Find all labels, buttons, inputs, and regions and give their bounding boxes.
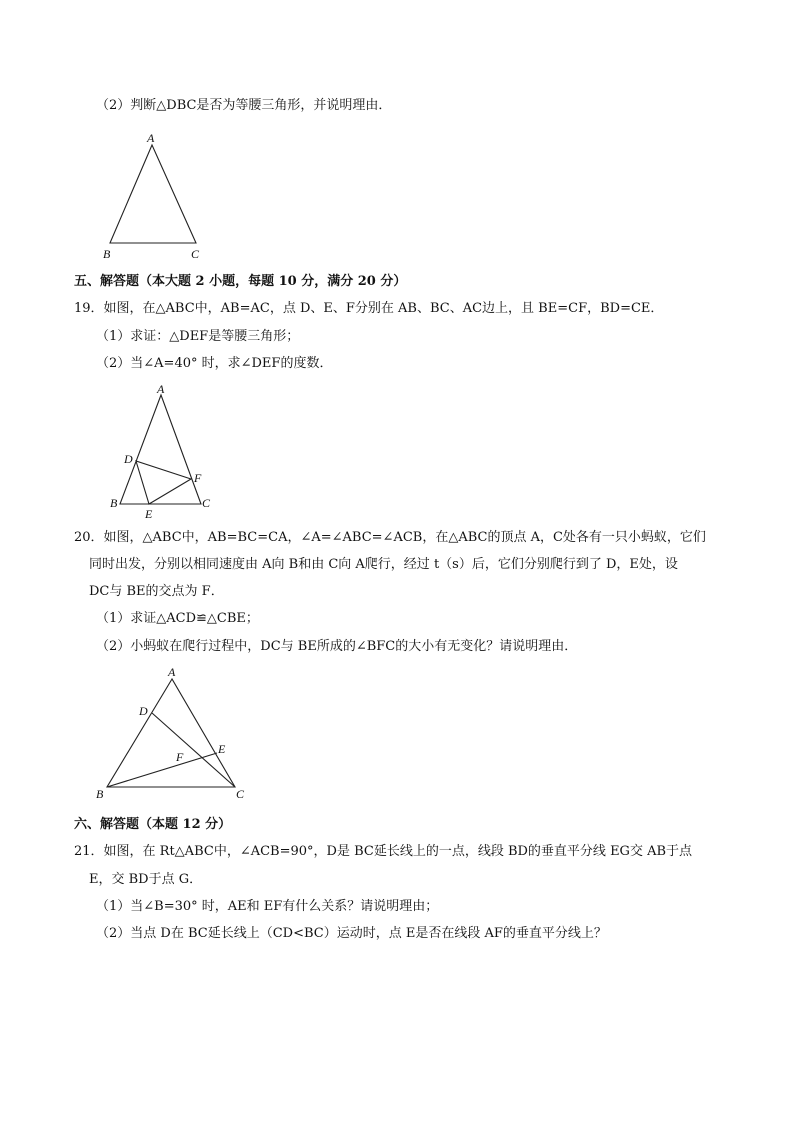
q18-part2: （2）判断△DBC是否为等腰三角形，并说明理由． xyxy=(96,98,392,113)
segment-be xyxy=(107,753,217,787)
label-f: F xyxy=(194,471,202,485)
q20-part1: （1）求证△ACD≌△CBE； xyxy=(96,611,259,626)
q21-part2: （2）当点 D在 BC延长线上（CD<BC）运动时，点 E是否在线段 AF的垂直平分线上？ xyxy=(96,926,607,941)
label-e: E xyxy=(145,507,153,521)
figure-20-triangle xyxy=(90,665,250,805)
label-b: B xyxy=(96,787,104,801)
q21-part1: （1）当∠B=30° 时，AE和 EF有什么关系？请说明理由； xyxy=(96,899,439,914)
label-d: D xyxy=(124,452,133,466)
figure-19-triangle xyxy=(105,382,220,521)
q19-stem: 19．如图，在△ABC中，AB=AC，点 D、E、F分别在 AB、BC、AC边上，且 BE=CF，BD=CE． xyxy=(74,301,664,316)
label-b: B xyxy=(103,247,111,261)
triangle-abc xyxy=(120,395,201,504)
q20-line2: 同时出发，分别以相同速度由 A向 B和由 C向 A爬行，经过 t（s）后，它们分别爬行到了 D，E处，设 xyxy=(89,557,678,572)
label-a: A xyxy=(168,665,176,679)
section-5-heading: 五、解答题（本大题 2 小题，每题 10 分，满分 20 分） xyxy=(74,274,407,289)
triangle-abc xyxy=(107,679,235,787)
q20-line3: DC与 BE的交点为 F． xyxy=(89,584,224,599)
label-a: A xyxy=(157,382,165,396)
figure-18-triangle xyxy=(95,130,215,265)
label-d: D xyxy=(139,704,148,718)
q21-line2: E，交 BD于点 G． xyxy=(89,872,203,887)
label-c: C xyxy=(191,247,200,261)
label-e: E xyxy=(218,742,226,756)
label-c: C xyxy=(236,787,245,801)
q19-part2: （2）当∠A=40° 时，求∠DEF的度数． xyxy=(96,356,333,371)
label-f: F xyxy=(176,750,184,764)
label-a: A xyxy=(147,131,155,145)
triangle-def xyxy=(136,461,191,504)
section-6-heading: 六、解答题（本题 12 分） xyxy=(74,817,232,832)
q19-part1: （1）求证：△DEF是等腰三角形； xyxy=(96,329,300,344)
label-b: B xyxy=(110,496,118,510)
q20-line1: 20．如图，△ABC中，AB=BC=CA，∠A=∠ABC=∠ACB，在△ABC的顶点 A，C处各有一只小蚂蚁，它们 xyxy=(74,530,706,545)
q20-part2: （2）小蚂蚁在爬行过程中，DC与 BE所成的∠BFC的大小有无变化？请说明理由． xyxy=(96,639,578,654)
label-c: C xyxy=(202,496,211,510)
q21-line1: 21．如图，在 Rt△ABC中，∠ACB=90°，D是 BC延长线上的一点，线段 BD的垂直平分线 EG交 AB于点 xyxy=(74,844,693,859)
triangle-abc xyxy=(110,145,196,243)
